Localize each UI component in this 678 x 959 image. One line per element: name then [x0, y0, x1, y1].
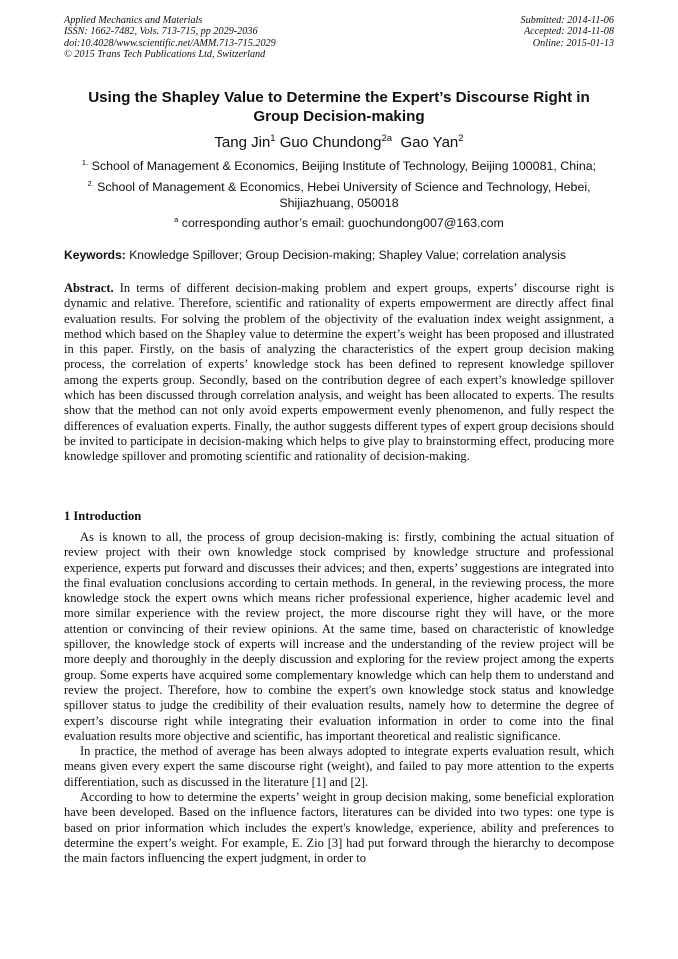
affiliation-sup: 2.	[87, 179, 94, 188]
submitted-date: Submitted: 2014-11-06	[520, 15, 614, 26]
affiliation-text: School of Management & Economics, Beijing Institute of Technology, Beijing 100081, China;	[91, 159, 597, 174]
issn-line: ISSN: 1662-7482, Vols. 713-715, pp 2029-2036	[64, 26, 258, 38]
author-name: Tang Jin	[214, 134, 271, 151]
intro-paragraph: In practice, the method of average has been always adopted to integrate experts evaluation result, which means given every expert the same discourse right (weight), and failed to pay more attention to the experts differentiation, such as discussed in the literature [1] and [2].	[64, 744, 614, 789]
abstract-label: Abstract.	[64, 281, 114, 295]
journal-name: Applied Mechanics and Materials	[64, 15, 203, 26]
intro-paragraph: According to how to determine the experts’ weight in group decision making, some beneficial exploration have been developed. Based on the influence factors, literatures can be divided into two types: one type is based on prior information which includes the expert's knowledge, experience, ability and preferences to determine the expert’s weight. For example, E. Zio [3] had put forward through the hierarchy to decompose the main factors influencing the expert judgment, in order to	[64, 790, 614, 866]
paper-title	[64, 88, 614, 126]
author-name: Guo Chundong	[279, 134, 382, 151]
author-list	[64, 130, 614, 152]
abstract	[64, 281, 614, 465]
affiliation-sup: a	[174, 215, 179, 224]
title-line-1: Using the Shapley Value to Determine the Expert’s Discourse Right in	[88, 89, 590, 106]
corresponding-email	[64, 212, 614, 231]
introduction-body	[64, 530, 614, 867]
intro-paragraph: As is known to all, the process of group decision-making is: firstly, combining the actual situation of review project with their own knowledge stock comprised by knowledge structure and professional experience, experts put forward and discusses their advices; and then, experts’ suggestions are integrated into the final evaluation conclusions according to certain methods. In general, in the reviewing process, the more knowledge stock the expert owns which means richer professional experience, higher academic level and more similar experience with the review project, the more discourse right they will have, or the more attention or convincing of their review opinions. At the same time, based on characteristic of knowledge spillover, the knowledge stock of experts will increase and the understanding of the review project will be more deeply and thoroughly in the deeply discussion and exploring for the review project among the experts group. Some experts have acquired some complementary knowledge which can help them to understand and review the project. Therefore, how to combine the expert's own knowledge stock status and knowledge spillover status to judge the credibility of their evaluation results, namely how to determine the degree of expert’s discourse right while integrating their evaluation information in order to come into the final evaluation results more objective and scientific, has important theoretical and realistic significance.	[64, 530, 614, 743]
online-date: Online: 2015-01-13	[532, 37, 614, 49]
author-sup: 2	[458, 133, 464, 144]
affiliation-1	[64, 155, 614, 174]
affiliation-text: School of Management & Economics, Hebei University of Science and Technology, Hebei, Shijiazhuang, 050018	[97, 180, 591, 211]
header-right	[521, 15, 614, 49]
header-left	[64, 15, 276, 61]
abstract-text: In terms of different decision-making problem and expert groups, experts’ discourse right is dynamic and relative. Therefore, scientific and rationality of experts empowerment are directly affect final evaluation results. For solving the problem of the objectivity of the evaluation index weight assignment, a method which based on the Shapley value to determine the expert’s weight has been proposed and illustrated in this paper. Firstly, on the basis of analyzing the characteristics of the expert group decision making process, the correlation of experts’ knowledge stock has been defined to represent knowledge spillover among the experts group. Secondly, based on the contribution degree of each expert’s knowledge spillover which has been discussed through correlation analysis, and weight has been allocated to experts. The results show that the method can not only avoid experts empowerment evenly phenomenon, and fully respect the differences of evaluation experts. Finally, the author suggests different types of expert group decisions should be invited to participate in decision-making which helps to give play to brainstorming effect, producing more knowledge spillover and promoting scientific and rationality of decision-making.	[64, 281, 615, 464]
affiliation-text: corresponding author’s email: guochundong007@163.com	[181, 216, 504, 231]
title-line-2: Group Decision-making	[253, 108, 425, 125]
section-heading-introduction: 1 Introduction	[64, 509, 142, 523]
doi-line: doi:10.4028/www.scientific.net/AMM.713-715.2029	[64, 37, 276, 49]
copyright-line: © 2015 Trans Tech Publications Ltd, Switzerland	[64, 49, 266, 61]
affiliation-2	[64, 176, 614, 211]
accepted-date: Accepted: 2014-11-08	[523, 26, 614, 38]
keywords-text: Knowledge Spillover; Group Decision-making; Shapley Value; correlation analysis	[129, 248, 566, 262]
author-sup: 2a	[381, 133, 393, 144]
affiliation-sup: 1.	[81, 158, 89, 167]
keywords-label: Keywords:	[64, 248, 126, 262]
keywords	[64, 248, 614, 263]
author-name: Gao Yan	[400, 134, 459, 151]
author-sup: 1	[270, 133, 276, 144]
